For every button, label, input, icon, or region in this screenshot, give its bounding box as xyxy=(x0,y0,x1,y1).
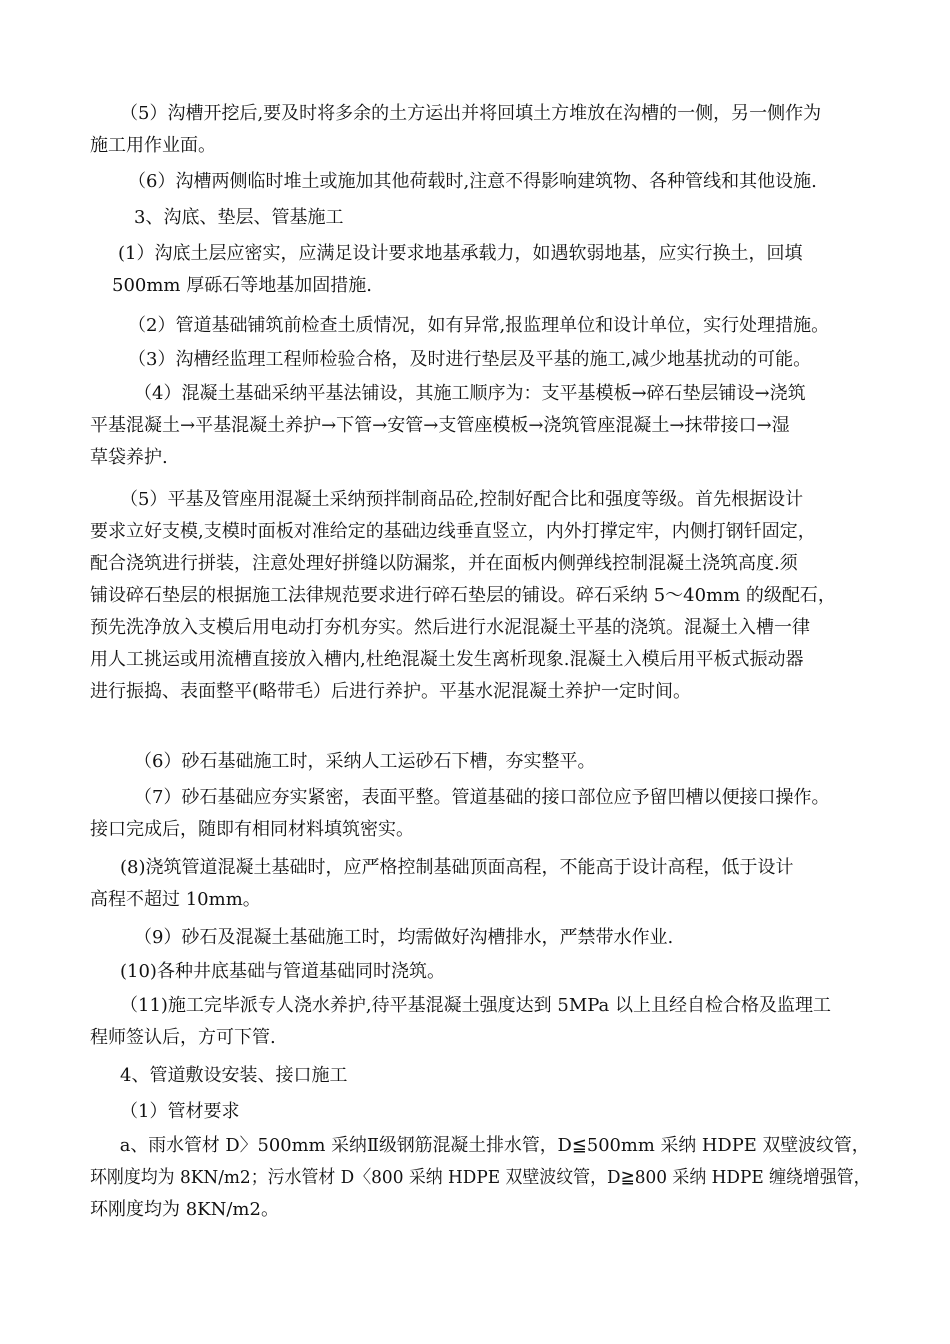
text-line: 配合浇筑进行拼装，注意处理好拼缝以防漏浆，并在面板内侧弹线控制混凝土浇筑高度.须 xyxy=(90,553,798,574)
text-line: （5）沟槽开挖后,要及时将多余的土方运出并将回填土方堆放在沟槽的一侧，另一侧作为 xyxy=(120,103,822,124)
text-line: 环刚度均为 8KN/m2。 xyxy=(90,1199,279,1220)
section-heading: 3、沟底、垫层、管基施工 xyxy=(134,207,344,228)
paragraph-1-trench-bottom xyxy=(90,238,870,302)
paragraph-a-pipe-spec xyxy=(90,1130,870,1226)
text-line: （6）砂石基础施工时，采纳人工运砂石下槽，夯实整平。 xyxy=(134,751,596,772)
paragraph-2-foundation-check xyxy=(90,310,870,342)
text-line: （5）平基及管座用混凝土采纳预拌制商品砼,控制好配合比和强度等级。首先根据设计 xyxy=(120,489,804,510)
text-line: 草袋养护. xyxy=(90,447,168,468)
paragraph-11-curing xyxy=(90,990,870,1054)
text-line: 进行振捣、表面整平(略带毛）后进行养护。平基水泥混凝土养护一定时间。 xyxy=(90,681,692,702)
text-line: （3）沟槽经监理工程师检验合格，及时进行垫层及平基的施工,减少地基扰动的可能。 xyxy=(128,349,812,370)
paragraph-6-gravel-base xyxy=(90,746,870,778)
text-line: （1）管材要求 xyxy=(120,1101,240,1122)
text-line: 500mm 厚砾石等地基加固措施. xyxy=(112,275,372,296)
text-line: （4）混凝土基础采纳平基法铺设，其施工顺序为：支平基模板→碎石垫层铺设→浇筑 xyxy=(134,383,806,404)
text-line: (1）沟底土层应密实，应满足设计要求地基承载力，如遇软弱地基，应实行换土，回填 xyxy=(118,243,803,264)
paragraph-8-elevation-control xyxy=(90,852,870,916)
text-line: （7）砂石基础应夯实紧密，表面平整。管道基础的接口部位应予留凹槽以便接口操作。 xyxy=(134,787,830,808)
paragraph-4-concrete-base xyxy=(90,378,870,474)
text-line: a、雨水管材 D〉500mm 采纳Ⅱ级钢筋混凝土排水管，D≦500mm 采纳 HDPE 双壁波纹管， xyxy=(119,1135,870,1156)
text-line: (8)浇筑管道混凝土基础时，应严格控制基础顶面高程，不能高于设计高程，低于设计 xyxy=(120,857,794,878)
paragraph-1-pipe-material xyxy=(90,1096,870,1128)
text-line: 环刚度均为 8KN/m2；污水管材 D〈800 采纳 HDPE 双壁波纹管，D≧800 采纳 HDPE 缠绕增强管， xyxy=(90,1167,871,1188)
text-line: 高程不超过 10mm。 xyxy=(90,889,261,910)
text-line: 用人工挑运或用流槽直接放入槽内,杜绝混凝土发生离析现象.混凝土入模后用平板式振动器 xyxy=(90,649,804,670)
text-line: （2）管道基础铺筑前检查土质情况，如有异常,报监理单位和设计单位，实行处理措施。 xyxy=(128,315,830,336)
paragraph-9-drainage xyxy=(90,922,870,954)
paragraph-5-trench-excavation xyxy=(90,98,870,162)
text-line: (10)各种井底基础与管道基础同时浇筑。 xyxy=(120,961,445,982)
text-line: 要求立好支模,支模时面板对准给定的基础边线垂直竖立，内外打撑定牢，内侧打钢钎固定， xyxy=(90,521,816,542)
text-line: 施工用作业面。 xyxy=(90,135,216,156)
text-line: 铺设碎石垫层的根据施工法律规范要求进行碎石垫层的铺设。碎石采纳 5～40mm 的级配石， xyxy=(90,585,836,606)
paragraph-6-temporary-soil xyxy=(90,166,870,198)
section-heading-4 xyxy=(90,1060,870,1092)
section-heading-3 xyxy=(90,202,870,234)
paragraph-5-base-concrete xyxy=(90,484,870,708)
text-line: 程师签认后，方可下管. xyxy=(90,1027,276,1048)
text-line: （9）砂石及混凝土基础施工时，均需做好沟槽排水，严禁带水作业. xyxy=(134,927,674,948)
section-heading: 4、管道敷设安装、接口施工 xyxy=(120,1065,348,1086)
text-line: （11)施工完毕派专人浇水养护,待平基混凝土强度达到 5MPa 以上且经自检合格及监理工 xyxy=(120,995,832,1016)
text-line: （6）沟槽两侧临时堆土或施加其他荷载时,注意不得影响建筑物、各种管线和其他设施. xyxy=(128,171,817,192)
text-line: 平基混凝土→平基混凝土养护→下管→安管→支管座模板→浇筑管座混凝土→抹带接口→湿 xyxy=(90,415,790,436)
paragraph-3-inspection xyxy=(90,344,870,376)
text-line: 接口完成后，随即有相同材料填筑密实。 xyxy=(90,819,414,840)
paragraph-10-well-base xyxy=(90,956,870,988)
text-line: 预先洗净放入支模后用电动打夯机夯实。然后进行水泥混凝土平基的浇筑。混凝土入槽一律 xyxy=(90,617,810,638)
paragraph-7-gravel-compaction xyxy=(90,782,870,846)
